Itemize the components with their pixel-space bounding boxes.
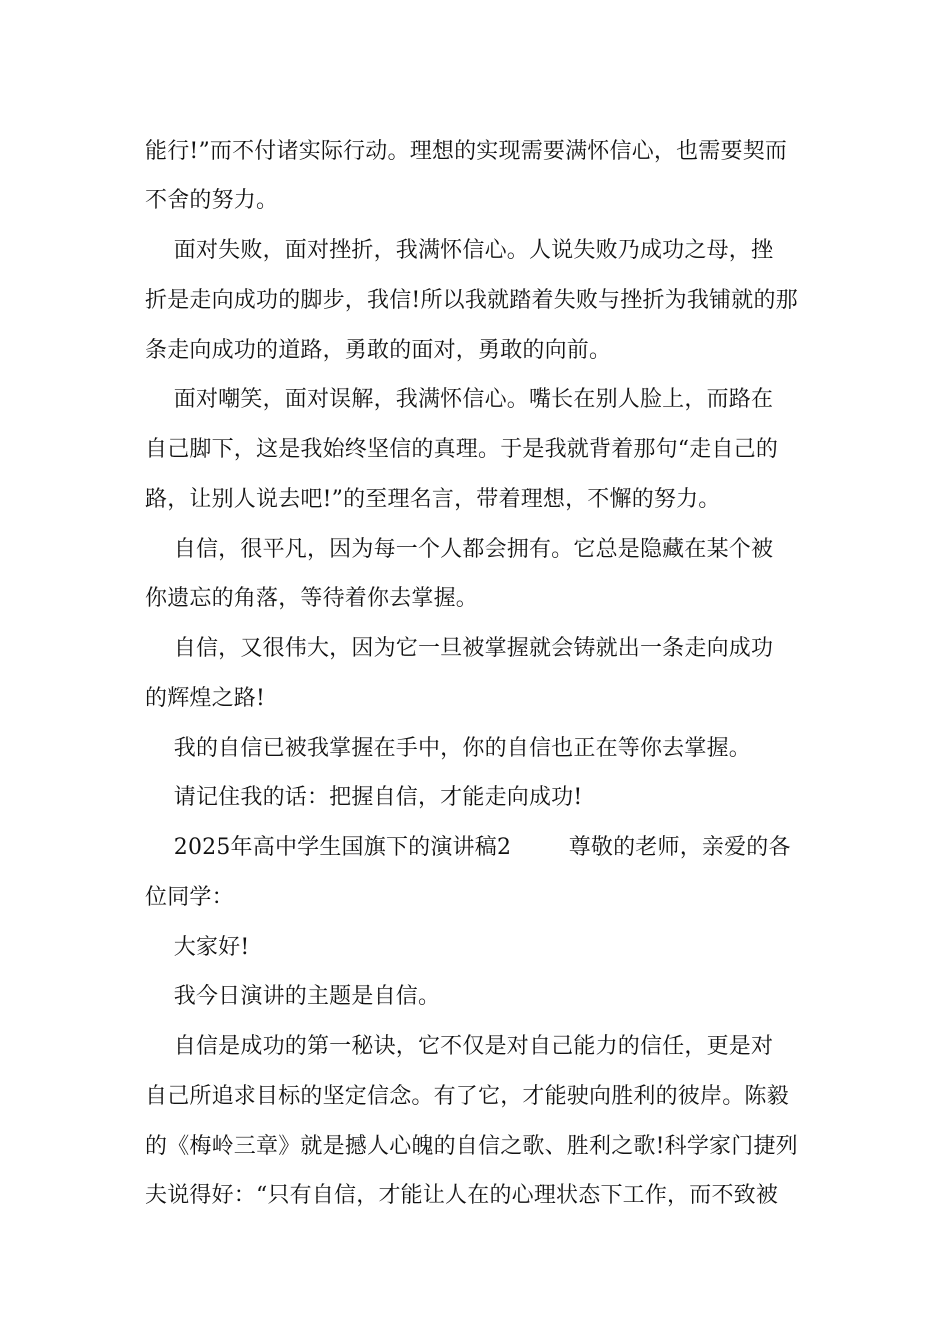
text-line: 不舍的努力。 — [145, 188, 279, 213]
text-line: 的《梅岭三章》就是撼人心魄的自信之歌、胜利之歌!科学家门捷列 — [145, 1134, 798, 1159]
text-line: 我今日演讲的主题是自信。 — [145, 984, 441, 1009]
text-line: 自信是成功的第一秘诀，它不仅是对自己能力的信任，更是对 — [145, 1034, 774, 1059]
text-line: 请记住我的话：把握自信，才能走向成功! — [145, 785, 583, 810]
text-line: 位同学： — [145, 885, 234, 910]
text-line: 折是走向成功的脚步，我信!所以我就踏着失败与挫折为我铺就的那 — [145, 288, 798, 313]
text-line: 的辉煌之路! — [145, 686, 266, 711]
text-line: 面对嘲笑，面对误解，我满怀信心。嘴长在别人脸上，而路在 — [145, 387, 774, 412]
text-line: 路，让别人说去吧!”的至理名言，带着理想，不懈的努力。 — [145, 487, 721, 512]
text-line: 条走向成功的道路，勇敢的面对，勇敢的向前。 — [145, 338, 612, 363]
text-line: 大家好! — [145, 935, 250, 960]
text-line: 2025年高中学生国旗下的演讲稿2 尊敬的老师，亲爱的各 — [145, 835, 791, 860]
text-line: 我的自信已被我掌握在手中，你的自信也正在等你去掌握。 — [145, 736, 751, 761]
text-line: 面对失败，面对挫折，我满怀信心。人说失败乃成功之母，挫 — [145, 238, 774, 263]
text-line: 能行!”而不付诸实际行动。理想的实现需要满怀信心，也需要契而 — [145, 139, 788, 164]
text-line: 自己所追求目标的坚定信念。有了它，才能驶向胜利的彼岸。陈毅 — [145, 1084, 789, 1109]
text-line: 自信，很平凡，因为每一个人都会拥有。它总是隐藏在某个被 — [145, 537, 774, 562]
text-line: 自己脚下，这是我始终坚信的真理。于是我就背着那句“走自己的 — [145, 437, 779, 462]
text-line: 夫说得好：“只有自信，才能让人在的心理状态下工作，而不致被 — [145, 1183, 779, 1208]
text-line: 你遗忘的角落，等待着你去掌握。 — [145, 586, 479, 611]
text-line: 自信，又很伟大，因为它一旦被掌握就会铸就出一条走向成功 — [145, 636, 774, 661]
